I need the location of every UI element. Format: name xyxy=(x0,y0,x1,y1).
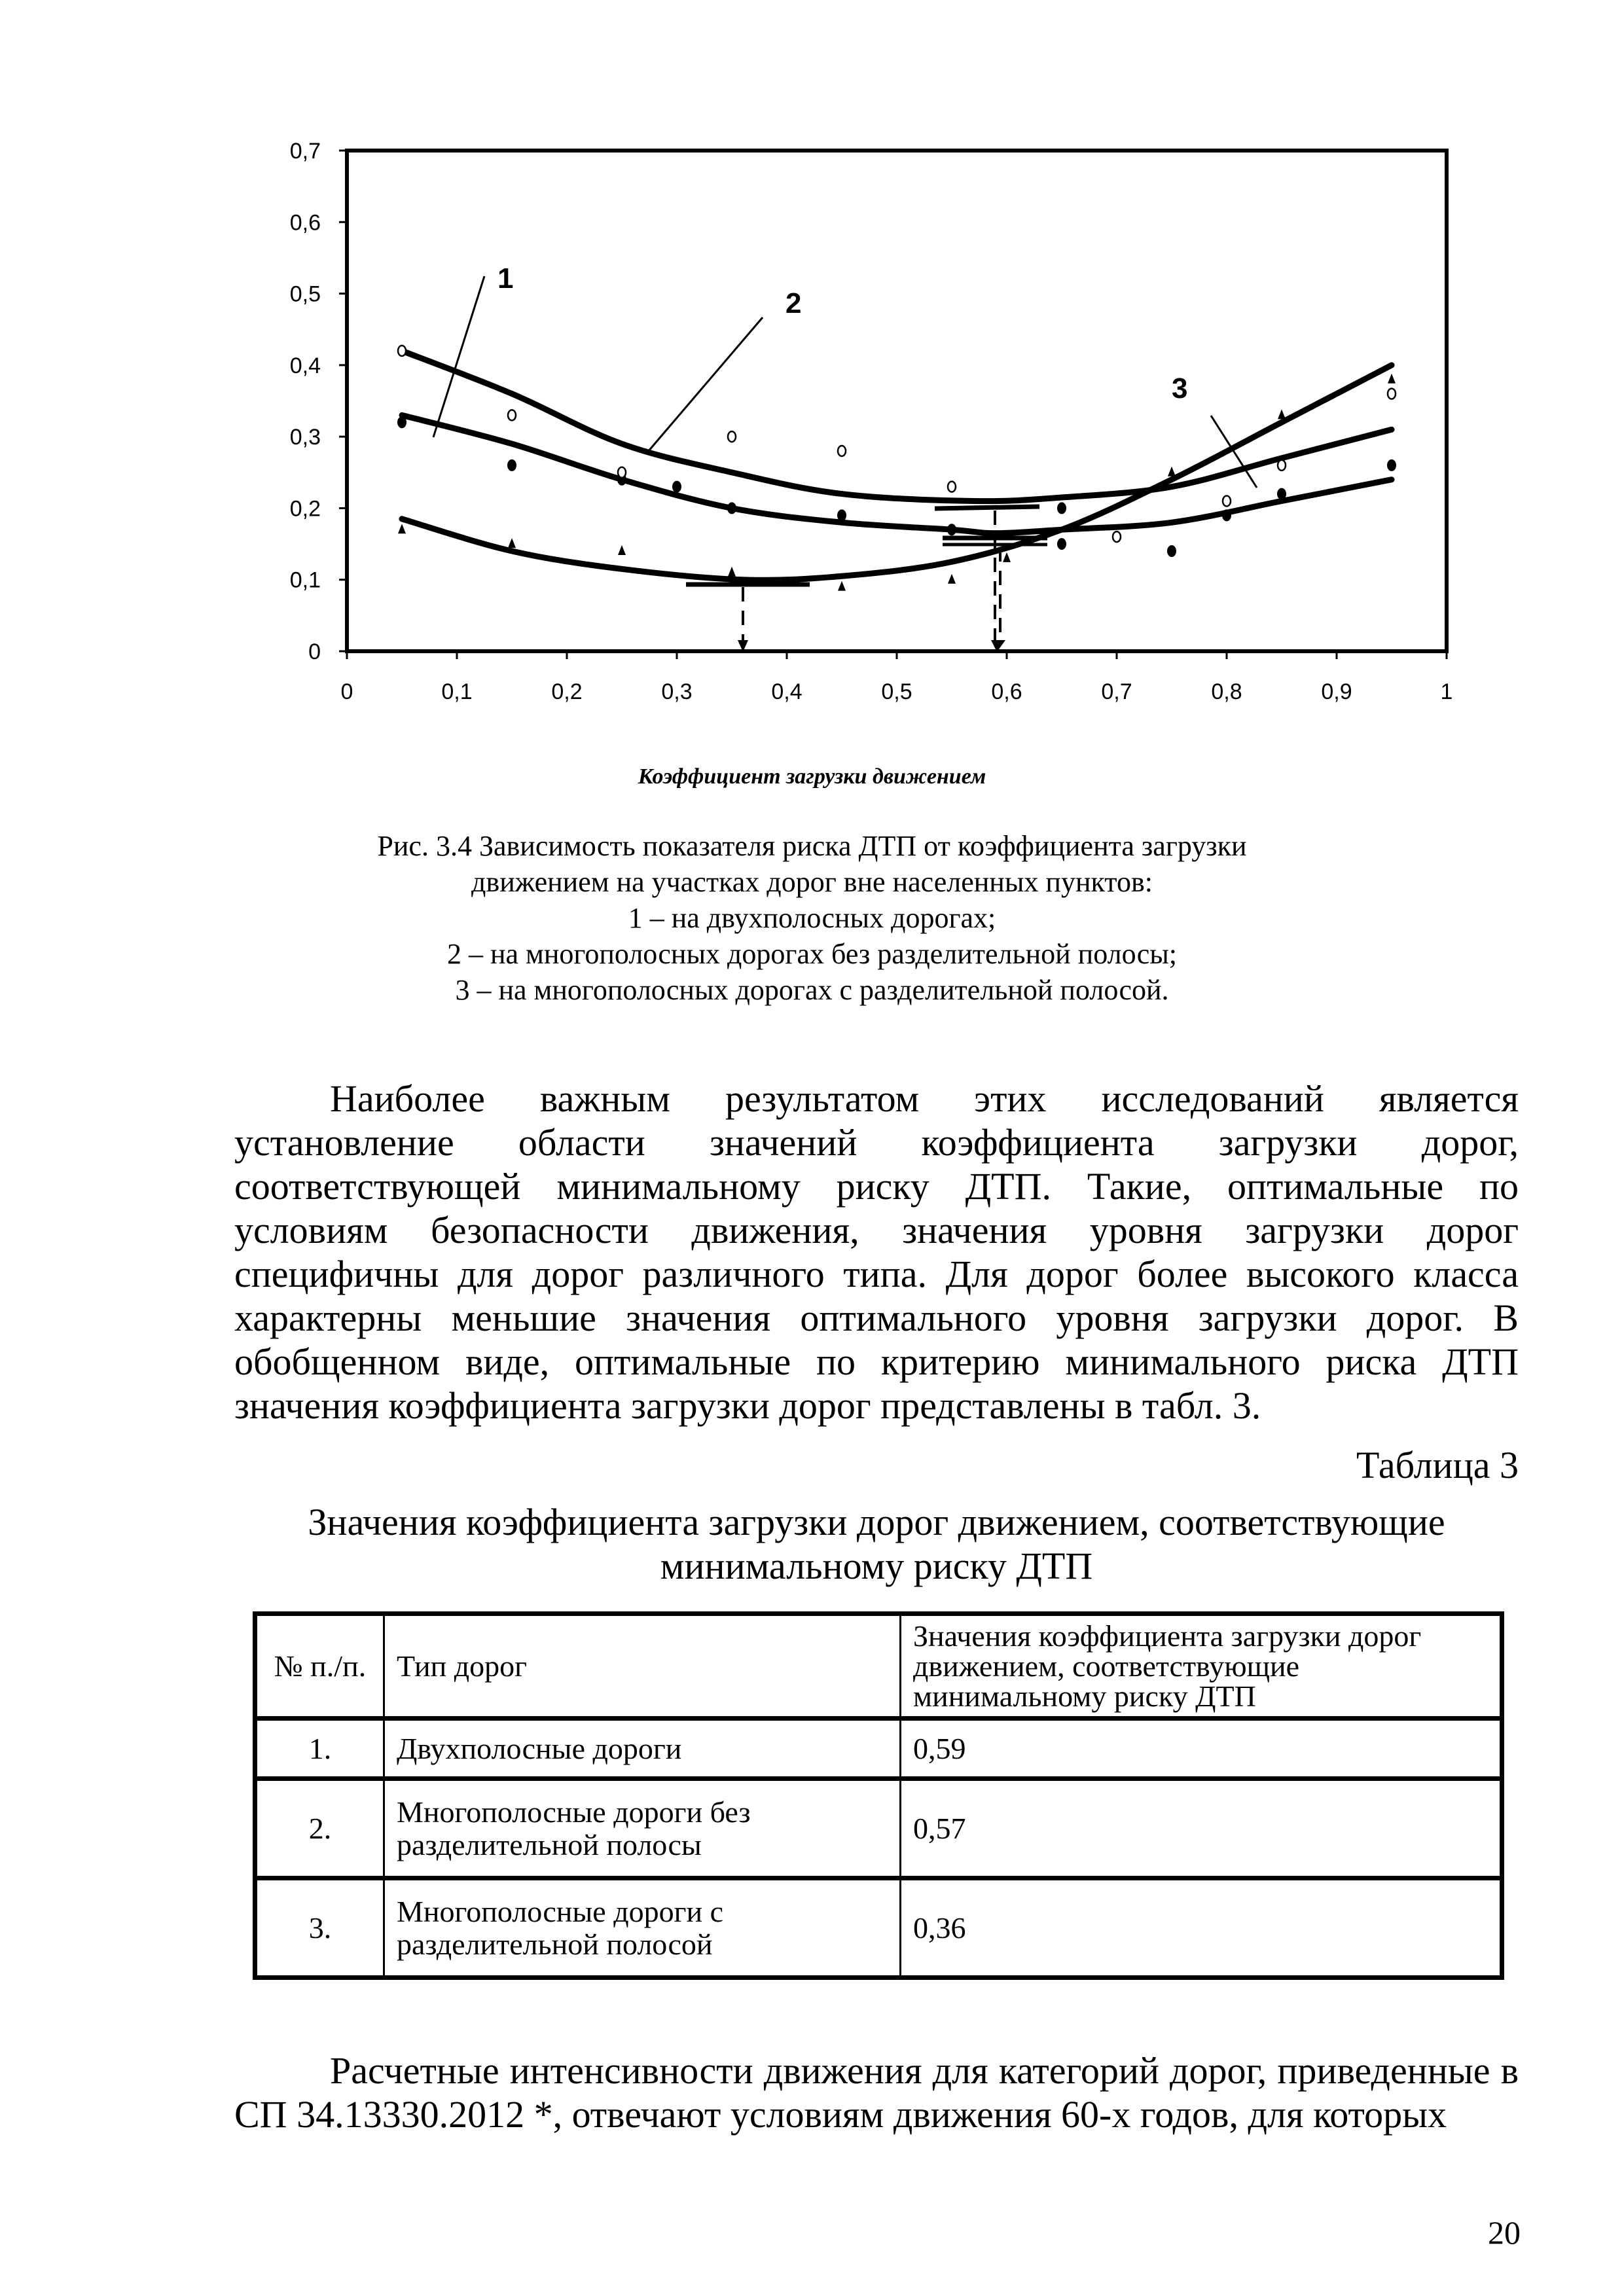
point-open-circle xyxy=(508,410,516,420)
caption-line: 3 – на многополосных дорогах с разделительной полосой. xyxy=(455,974,1169,1006)
point-triangle xyxy=(838,581,846,591)
point-filled-circle xyxy=(1277,488,1286,500)
point-filled-circle xyxy=(397,416,406,428)
point-triangle xyxy=(948,574,956,584)
row-num: 1. xyxy=(255,1719,384,1779)
point-triangle xyxy=(1388,374,1396,384)
curve-label-2: 2 xyxy=(785,287,802,319)
x-tick-label: 0,8 xyxy=(1211,679,1242,704)
point-triangle xyxy=(1003,552,1011,562)
point-triangle xyxy=(398,524,406,533)
point-filled-circle xyxy=(947,524,956,535)
table-title xyxy=(234,1500,1519,1588)
row-num: 3. xyxy=(255,1878,384,1978)
row-value: 0,59 xyxy=(901,1719,1502,1779)
point-filled-circle xyxy=(1387,459,1396,471)
y-tick-label: 0,5 xyxy=(289,281,321,307)
optimal-load-table xyxy=(253,1611,1504,1980)
curve-label-1: 1 xyxy=(497,262,514,295)
point-open-circle xyxy=(1113,531,1121,542)
row-value: 0,57 xyxy=(901,1779,1502,1878)
row-type: Многополосные дороги без разделительной полосы xyxy=(384,1779,901,1878)
x-tick-label: 0,7 xyxy=(1101,679,1132,704)
point-filled-circle xyxy=(672,481,681,493)
table-number: Таблица 3 xyxy=(1356,1444,1519,1486)
point-open-circle xyxy=(1223,496,1231,507)
trend-curve-2 xyxy=(402,351,1392,501)
row-type: Двухполосные дороги xyxy=(384,1719,901,1779)
point-filled-circle xyxy=(837,509,846,521)
point-filled-circle xyxy=(1057,538,1066,550)
point-open-circle xyxy=(1278,460,1286,471)
x-axis-ticks xyxy=(341,651,1453,704)
figure-caption xyxy=(196,828,1428,1008)
point-open-circle xyxy=(838,446,846,456)
point-filled-circle xyxy=(727,502,736,514)
y-tick-label: 0,6 xyxy=(289,210,321,236)
x-tick-label: 0 xyxy=(340,679,353,704)
x-tick-label: 0,3 xyxy=(661,679,693,704)
point-filled-circle xyxy=(1057,502,1066,514)
risk-vs-load-chart xyxy=(0,0,1624,720)
chart-axes xyxy=(347,151,1447,651)
header-num: № п./п. xyxy=(255,1614,384,1719)
x-tick-label: 0,6 xyxy=(991,679,1022,704)
x-tick-label: 0,9 xyxy=(1321,679,1352,704)
caption-line: 2 – на многополосных дорогах без разделительной полосы; xyxy=(446,938,1178,970)
point-filled-circle xyxy=(1222,509,1231,521)
table-title-line: Значения коэффициента загрузки дорог движением, соответствующие xyxy=(308,1501,1445,1543)
table-header-row xyxy=(255,1614,1502,1719)
point-triangle xyxy=(508,538,516,548)
point-triangle xyxy=(1168,467,1176,476)
point-filled-circle xyxy=(1167,545,1176,557)
x-tick-label: 0,5 xyxy=(881,679,912,704)
body-paragraph-2 xyxy=(234,2049,1519,2136)
caption-line: Рис. 3.4 Зависимость показателя риска ДТП от коэффициента загрузки xyxy=(377,830,1247,862)
point-open-circle xyxy=(618,467,626,478)
paragraph-text: Расчетные интенсивности движения для категорий дорог, приведенные в СП 34.13330.2012 *, отвечают условиям движения 60-х годов, для которых xyxy=(234,2049,1519,2136)
body-paragraph-1 xyxy=(234,1077,1519,1427)
y-axis-ticks xyxy=(290,139,347,664)
table-title-line: минимальному риску ДТП xyxy=(660,1545,1093,1587)
y-tick-label: 0,1 xyxy=(289,567,321,593)
trend-curve-3 xyxy=(402,365,1392,580)
caption-line: 1 – на двухполосных дорогах; xyxy=(628,902,996,934)
point-open-circle xyxy=(728,431,736,442)
x-tick-label: 0,2 xyxy=(551,679,583,704)
page-number: 20 xyxy=(1488,2214,1521,2251)
y-tick-label: 0,2 xyxy=(289,496,321,522)
y-tick-label: 0,7 xyxy=(289,139,321,164)
row-type: Многополосные дороги с разделительной полосой xyxy=(384,1878,901,1978)
caption-line: движением на участках дорог вне населенных пунктов: xyxy=(471,866,1153,898)
point-filled-circle xyxy=(507,459,516,471)
table-row xyxy=(255,1779,1502,1878)
x-tick-label: 0,1 xyxy=(441,679,473,704)
curve-label-3: 3 xyxy=(1172,372,1188,404)
header-value: Значения коэффициента загрузки дорог движением, соответствующие минимальному риску ДТП xyxy=(901,1614,1502,1719)
table-row xyxy=(255,1878,1502,1978)
paragraph-text: Наиболее важным результатом этих исследований является установление области значений коэффициента загрузки дорог, соответствующей минимальному риску ДТП. Такие, оптимальные по условиям безопасности движения, значения уровня загрузки дорог специфичны для дорог различного типа. Для дорог более высокого класса характерны меньшие значения оптимального уровня загрузки дорог. В обобщенном виде, оптимальные по критерию минимального риска ДТП значения коэффициента загрузки дорог представлены в табл. 3. xyxy=(234,1077,1519,1427)
point-triangle xyxy=(1278,409,1286,419)
x-tick-label: 0,4 xyxy=(771,679,803,704)
table-row xyxy=(255,1719,1502,1779)
point-open-circle xyxy=(1388,389,1396,399)
y-tick-label: 0,3 xyxy=(289,425,321,450)
point-triangle xyxy=(618,545,626,555)
point-open-circle xyxy=(398,346,406,356)
y-tick-label: 0,4 xyxy=(289,353,321,378)
point-open-circle xyxy=(948,482,956,492)
x-axis-title: Коэффициент загрузки движением xyxy=(638,764,986,789)
row-num: 2. xyxy=(255,1779,384,1878)
point-triangle xyxy=(728,567,736,577)
row-value: 0,36 xyxy=(901,1878,1502,1978)
x-tick-label: 1 xyxy=(1440,679,1453,704)
y-tick-label: 0 xyxy=(308,639,321,664)
header-type: Тип дорог xyxy=(384,1614,901,1719)
trend-curve-1 xyxy=(402,415,1392,533)
